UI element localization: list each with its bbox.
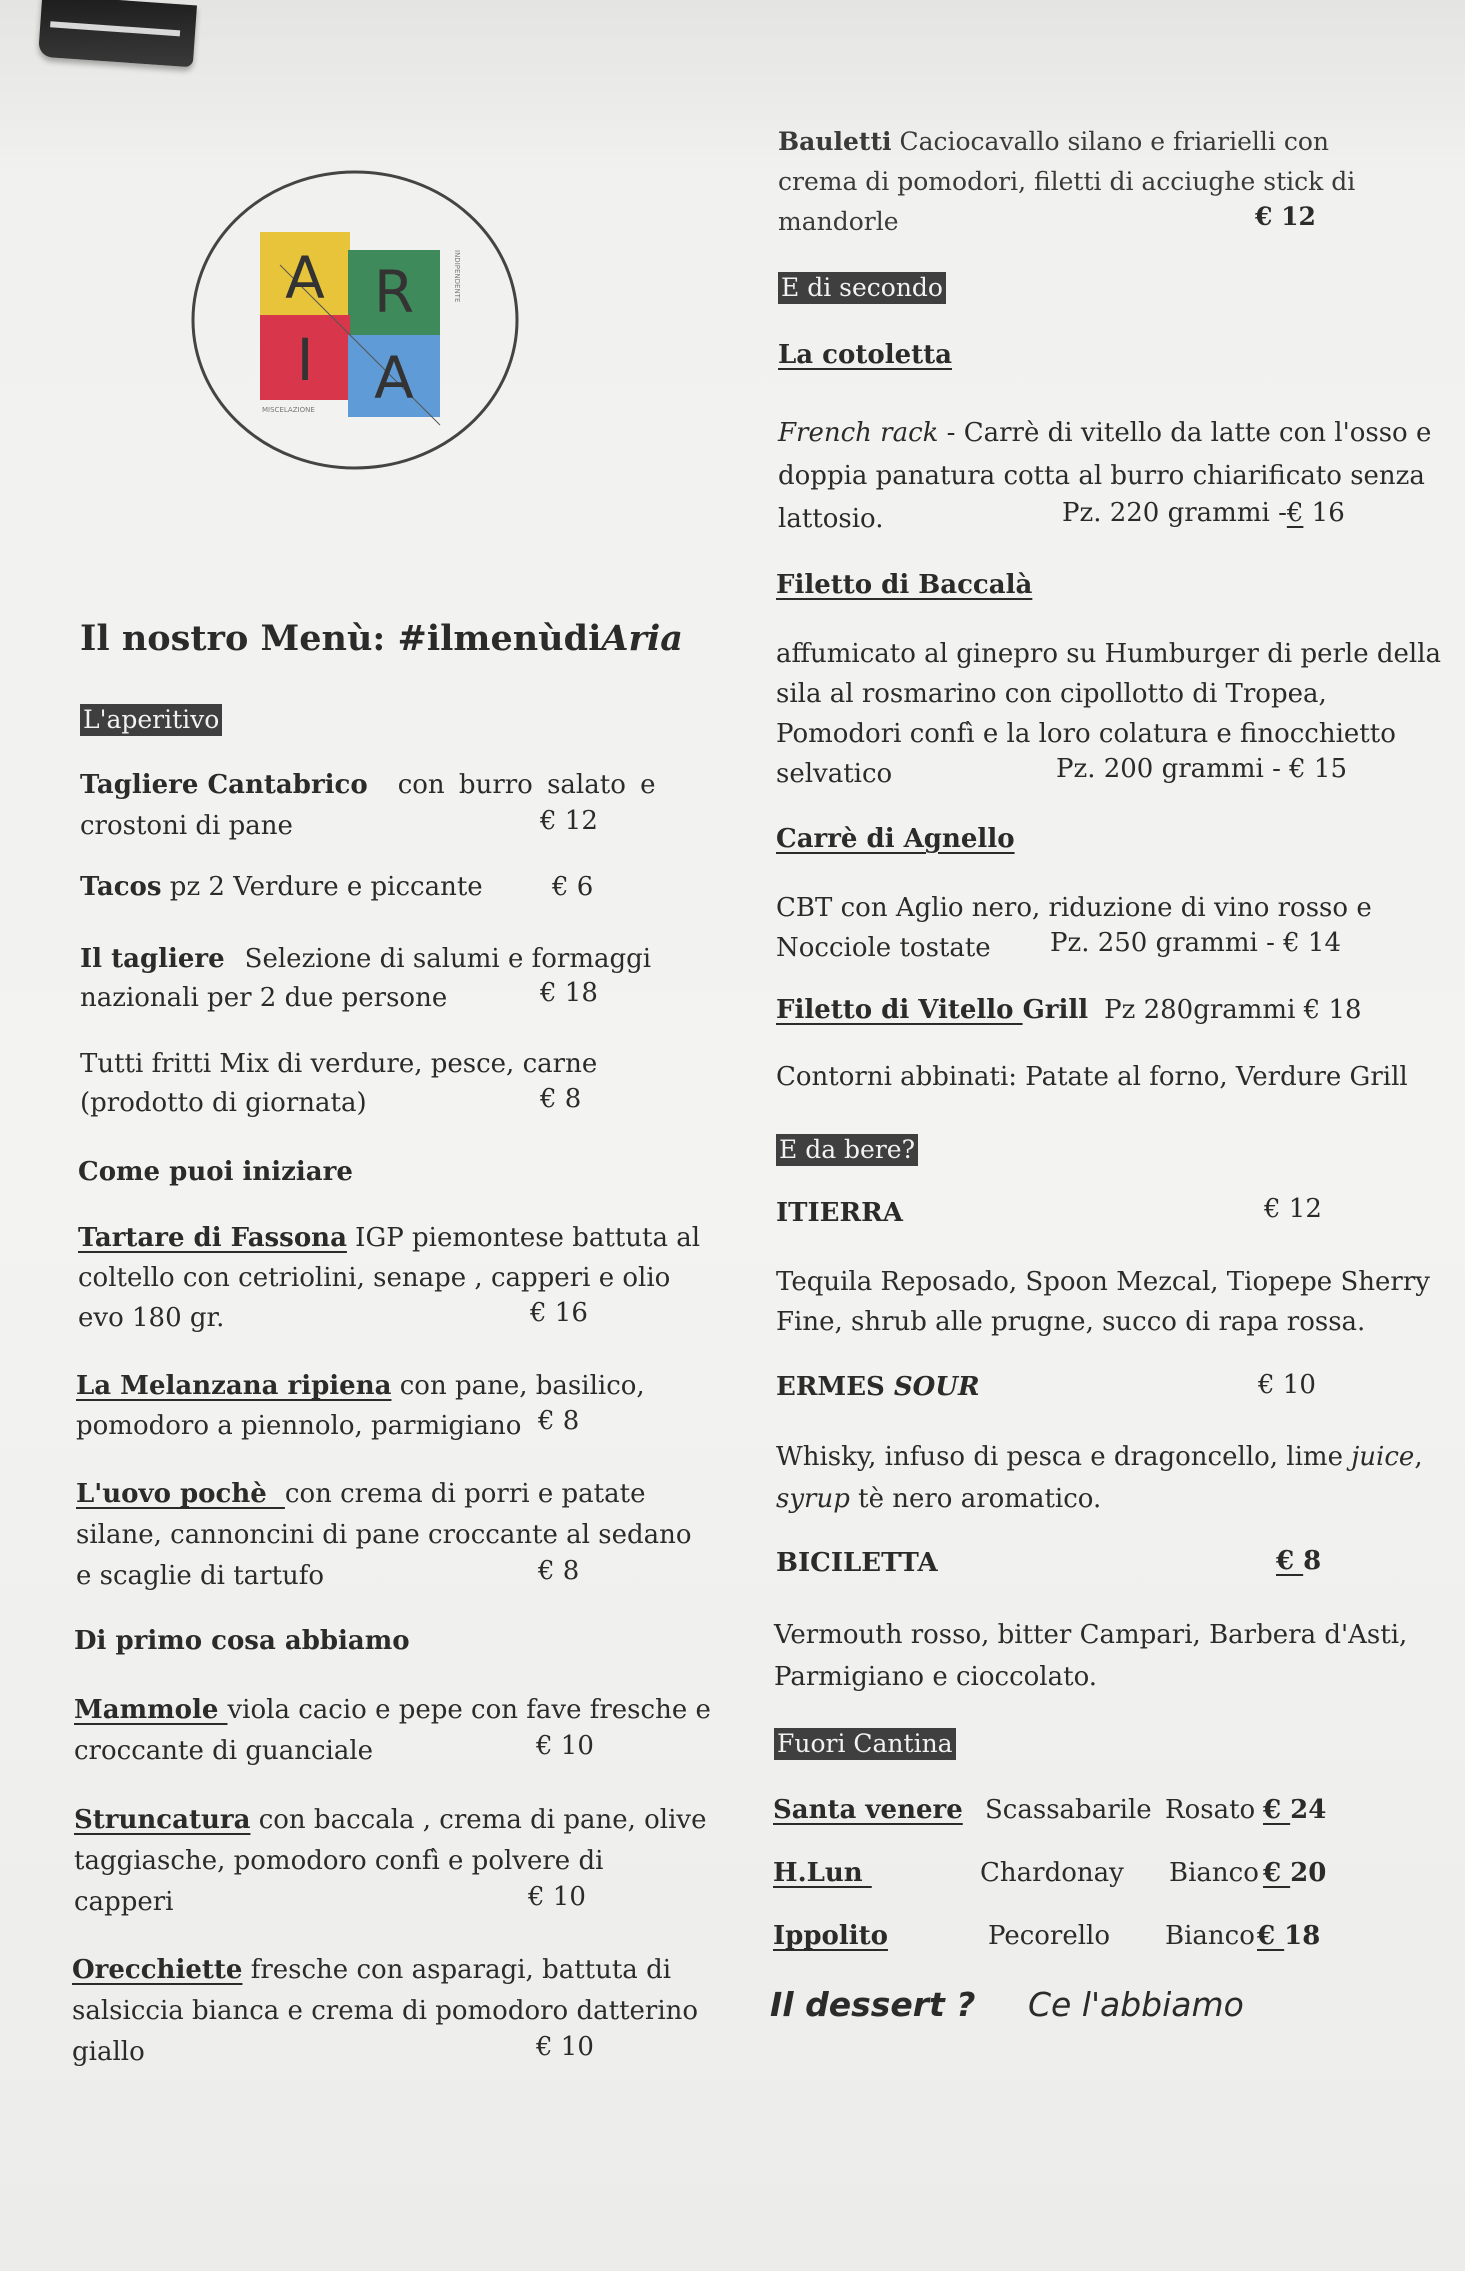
menu-item-tacos: Tacos pz 2 Verdure e piccante <box>80 872 483 902</box>
wine-grape: Chardonay <box>980 1858 1124 1888</box>
wine-name: H.Lun <box>773 1858 872 1888</box>
wine-type: Bianco <box>1169 1858 1259 1888</box>
cantina-tag: Fuori Cantina <box>774 1728 956 1760</box>
menu-item-tartare: Tartare di Fassona IGP piemontese battuta al coltello con cetriolini, senape , capperi e olio evo 180 gr. <box>78 1223 701 1333</box>
section-heading-iniziare: Come puoi iniziare <box>78 1157 353 1187</box>
wine-name: Ippolito <box>773 1921 888 1951</box>
price-itierra: € 12 <box>1264 1194 1322 1224</box>
price-bauletti: € 12 <box>1255 202 1316 231</box>
price-tacos: € 6 <box>552 872 594 902</box>
menu-item-uovo: L'uovo pochè con crema di porri e patate silane, cannoncini di pane croccante al sedano e scaglie di tartufo <box>76 1479 692 1591</box>
wine-grape: Scassabarile <box>985 1795 1152 1825</box>
menu-item-orecchiette: Orecchiette fresche con asparagi, battuta di salsiccia bianca e crema di pomodoro datterino giallo <box>72 1955 699 2067</box>
price-mammole: € 10 <box>536 1731 594 1761</box>
menu-item-tutti-fritti: Tutti fritti Mix di verdure, pesce, carne (prodotto di giornata) <box>80 1049 598 1118</box>
price-il-tagliere: € 18 <box>540 978 598 1008</box>
svg-text:I: I <box>296 326 314 394</box>
dessert-answer: Ce l'abbiamo <box>1027 1985 1244 2024</box>
menu-item-mammole: Mammole viola cacio e pepe con fave fresche e croccante di guanciale <box>74 1695 711 1766</box>
drink-bicicletta-desc: Vermouth rosso, bitter Campari, Barbera d'Asti, Parmigiano e cioccolato. <box>774 1620 1408 1692</box>
weight-price-cotoletta: Pz. 220 grammi -€ 16 <box>1062 498 1345 528</box>
contorni-text: Contorni abbinati: Patate al forno, Verdure Grill <box>776 1062 1408 1092</box>
bere-tag: E da bere? <box>776 1134 918 1166</box>
price-orecchiette: € 10 <box>536 2032 594 2062</box>
wine-list <box>773 1795 1393 1995</box>
price-struncatura: € 10 <box>528 1882 586 1912</box>
price-melanzana: € 8 <box>538 1406 580 1436</box>
svg-text:INDIPENDENTE: INDIPENDENTE <box>453 250 461 303</box>
price-ermes: € 10 <box>1258 1370 1316 1400</box>
price-tutti-fritti: € 8 <box>540 1084 582 1114</box>
drink-ermes-name: ERMES SOUR <box>776 1372 980 1402</box>
wine-price: € 18 <box>1257 1921 1321 1951</box>
agnello-heading: Carrè di Agnello <box>776 824 1015 854</box>
menu-item-melanzana: La Melanzana ripiena con pane, basilico, pomodoro a piennolo, parmigiano <box>76 1371 645 1441</box>
dessert-line <box>770 1985 1244 2024</box>
baccala-heading: Filetto di Baccalà <box>776 570 1033 600</box>
dessert-question: Il dessert ? <box>770 1985 976 2024</box>
wine-type: Rosato <box>1165 1795 1256 1825</box>
menu-item-cotoletta: French rack - Carrè di vitello da latte con l'osso e doppia panatura cotta al burro chiarificato senza lattosio. <box>778 418 1432 534</box>
secondo-tag-wrap <box>778 272 946 304</box>
bere-tag-wrap <box>776 1134 918 1166</box>
menu-item-tagliere-cantabrico: Tagliere Cantabrico con burro salato e crostoni di pane <box>80 770 656 841</box>
weight-price-baccala: Pz. 200 grammi - € 15 <box>1056 754 1348 784</box>
wine-name: Santa venere <box>773 1795 963 1825</box>
wine-price: € 20 <box>1263 1858 1327 1888</box>
drink-ermes-desc: Whisky, infuso di pesca e dragoncello, lime juice, syrup tè nero aromatico. <box>776 1442 1423 1514</box>
cantina-tag-wrap <box>774 1728 956 1760</box>
menu-title: Il nostro Menù: #ilmenùdiAria <box>80 618 683 659</box>
menu-item-baccala: affumicato al ginepro su Humburger di perle della sila al rosmarino con cipollotto di Tropea, Pomodori confì e la loro colatura e finocchietto selvatico <box>776 639 1442 789</box>
aria-logo <box>190 170 525 475</box>
svg-text:R: R <box>373 258 415 326</box>
section-heading-primo: Di primo cosa abbiamo <box>74 1626 410 1656</box>
wine-type: Bianco <box>1165 1921 1255 1951</box>
drink-bicicletta-name: BICILETTA <box>776 1548 938 1578</box>
svg-text:MISCELAZIONE: MISCELAZIONE <box>262 406 315 414</box>
svg-text:A: A <box>374 344 414 412</box>
aperitivo-tag: L'aperitivo <box>80 704 222 736</box>
left-column <box>80 700 660 740</box>
drink-itierra-name: ITIERRA <box>776 1198 903 1228</box>
wine-price: € 24 <box>1263 1795 1327 1825</box>
menu-item-vitello: Filetto di Vitello Grill Pz 280grammi € 18 <box>776 995 1362 1025</box>
price-bicicletta: € 8 <box>1276 1546 1322 1576</box>
menu-item-struncatura: Struncatura con baccala , crema di pane, olive taggiasche, pomodoro confì e polvere di capperi <box>74 1805 707 1917</box>
drink-itierra-desc: Tequila Reposado, Spoon Mezcal, Tiopepe Sherry Fine, shrub alle prugne, succo di rapa rossa. <box>776 1267 1430 1337</box>
menu-item-il-tagliere: Il tagliere Selezione di salumi e formaggi nazionali per 2 due persone <box>80 944 652 1013</box>
weight-price-agnello: Pz. 250 grammi - € 14 <box>1050 928 1342 958</box>
price-tartare: € 16 <box>530 1298 588 1328</box>
binder-clip <box>38 0 197 67</box>
menu-item-agnello: CBT con Aglio nero, riduzione di vino rosso e Nocciole tostate <box>776 893 1372 963</box>
cotoletta-heading: La cotoletta <box>778 340 952 370</box>
wine-grape: Pecorello <box>988 1921 1111 1951</box>
svg-text:A: A <box>285 244 325 312</box>
price-tagliere-cantabrico: € 12 <box>540 806 598 836</box>
menu-item-bauletti: Bauletti Caciocavallo silano e friarielli con crema di pomodori, filetti di acciughe stick di mandorle <box>778 127 1356 236</box>
secondo-tag: E di secondo <box>778 272 946 304</box>
price-uovo: € 8 <box>538 1556 580 1586</box>
